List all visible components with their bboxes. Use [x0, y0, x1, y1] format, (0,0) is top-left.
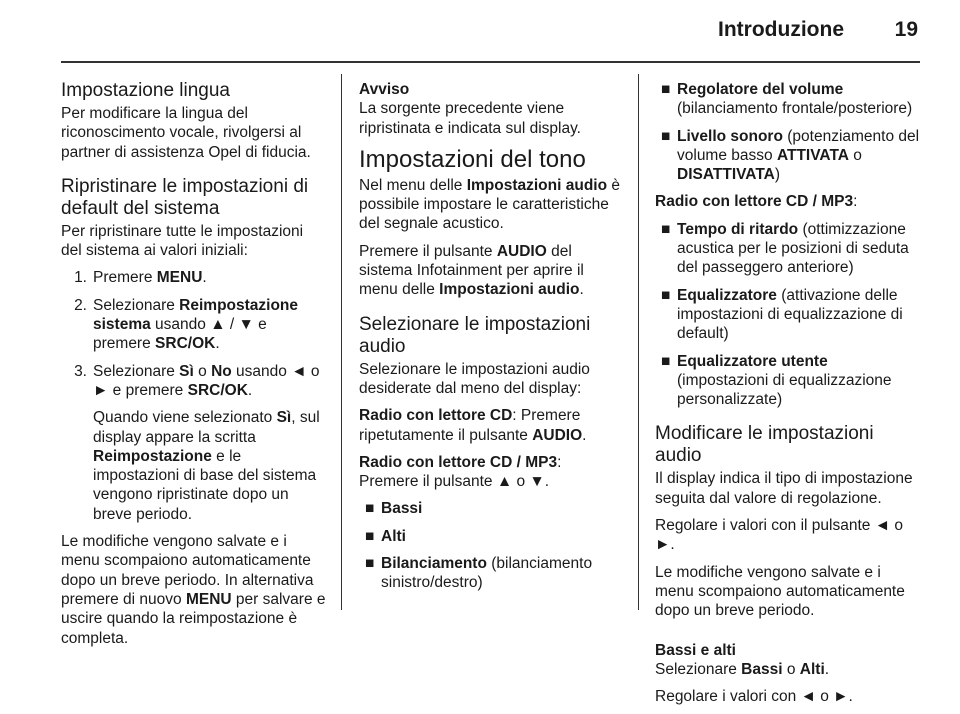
step-number: 1. [74, 269, 87, 287]
page-section-title: Introduzione [718, 18, 844, 41]
heading-modify-audio: Modificare le impostazioni audio [655, 423, 874, 467]
paragraph: Selezionare le impostazioni audio desiderate dal meno del display: [359, 360, 590, 397]
list-item: ■ Tempo di ritardo (ottimizzazione acustica per le posizioni di seduta del passeggero anteriore) [661, 220, 909, 277]
list-item: ■ Equalizzatore utente (impostazioni di equalizzazione personalizzate) [661, 352, 892, 409]
bullet-marker: ■ [661, 127, 671, 145]
step-number: 2. [74, 296, 87, 314]
list-item: ■ Bassi [365, 500, 423, 518]
column-divider [638, 74, 639, 610]
column-1 [61, 80, 326, 656]
paragraph: Le modifiche vengono salvate e i menu scompaiono automaticamente dopo un breve periodo. [655, 563, 905, 620]
paragraph: Il display indica il tipo di impostazione seguita dal valore di regolazione. [655, 470, 913, 507]
bullet-marker: ■ [661, 220, 671, 238]
bullet-marker: ■ [661, 81, 671, 98]
paragraph: Nel menu delle Impostazioni audio è possibile impostare le caratteristiche del segnale acustico. [359, 176, 621, 233]
notice-text: La sorgente precedente viene ripristinata e indicata sul display. [359, 100, 581, 137]
step-number: 3. [74, 362, 87, 380]
step-text: Selezionare Sì o No usando ◄ o ► e premere SRC/OK. [93, 362, 320, 399]
column-2 [359, 80, 624, 601]
heading-language: Impostazione lingua [61, 80, 230, 101]
column-divider [341, 74, 342, 610]
heading-reset: Ripristinare le impostazioni di default del sistema [61, 175, 309, 219]
list-item: ■ Alti [365, 527, 406, 545]
column-3 [655, 80, 920, 714]
step-continuation: Quando viene selezionato Sì, sul display appare la scritta Reimpostazione e le impostazioni di base del sistema vengono ripristinate dopo un breve periodo. [93, 409, 320, 523]
bullet-marker: ■ [365, 555, 375, 573]
list-item [61, 362, 326, 401]
list-item: ■ Livello sonoro (potenziamento del volume basso ATTIVATA o DISATTIVATA) [661, 127, 920, 184]
paragraph: Selezionare Bassi o Alti. [655, 660, 830, 678]
page-number: 19 [894, 18, 918, 41]
paragraph: Radio con lettore CD: Premere ripetutamente il pulsante AUDIO. [359, 407, 587, 444]
heading-bass-treble: Bassi e alti [655, 641, 736, 659]
list-item [61, 296, 326, 354]
list-item: ■ Equalizzatore (attivazione delle impostazioni di equalizzazione di default) [661, 286, 903, 343]
list-item [61, 268, 326, 287]
paragraph: Radio con lettore CD / MP3: Premere il pulsante ▲ o ▼. [359, 453, 562, 491]
paragraph: Premere il pulsante AUDIO del sistema Infotainment per aprire il menu delle Impostazioni audio. [359, 242, 584, 299]
bullet-marker: ■ [365, 500, 375, 518]
bullet-marker: ■ [661, 286, 671, 304]
paragraph: Regolare i valori con ◄ o ►. [655, 688, 853, 706]
reset-steps [61, 268, 326, 524]
step-text: Selezionare Reimpostazione sistema usando ▲ / ▼ e premere SRC/OK. [93, 296, 299, 353]
paragraph-reset: Per ripristinare tutte le impostazioni del sistema ai valori iniziali: [61, 222, 304, 260]
heading-tone-settings: Impostazioni del tono [359, 145, 586, 173]
step-text: Premere MENU. [93, 269, 207, 287]
paragraph: Regolare i valori con il pulsante ◄ o ►. [655, 517, 903, 554]
heading-select-audio: Selezionare le impostazioni audio [359, 313, 591, 357]
list-item: ■ Bilanciamento (bilanciamento sinistro/destro) [365, 555, 593, 592]
paragraph-language: Per modificare la lingua del riconoscimento vocale, rivolgersi al partner di assistenza Opel di fiducia. [61, 105, 311, 161]
paragraph: Radio con lettore CD / MP3: [655, 193, 858, 211]
bullet-marker: ■ [365, 527, 375, 545]
notice-heading: Avviso [359, 81, 410, 98]
bullet-marker: ■ [661, 352, 671, 370]
list-item: ■ Regolatore del volume (bilanciamento frontale/posteriore) [661, 81, 913, 118]
header-rule [61, 61, 920, 63]
paragraph-save: Le modifiche vengono salvate e i menu scompaiono automaticamente dopo un breve periodo. In alternativa premere di nuovo MENU per salvare e uscire quando la reimpostazione è completa. [61, 533, 326, 647]
